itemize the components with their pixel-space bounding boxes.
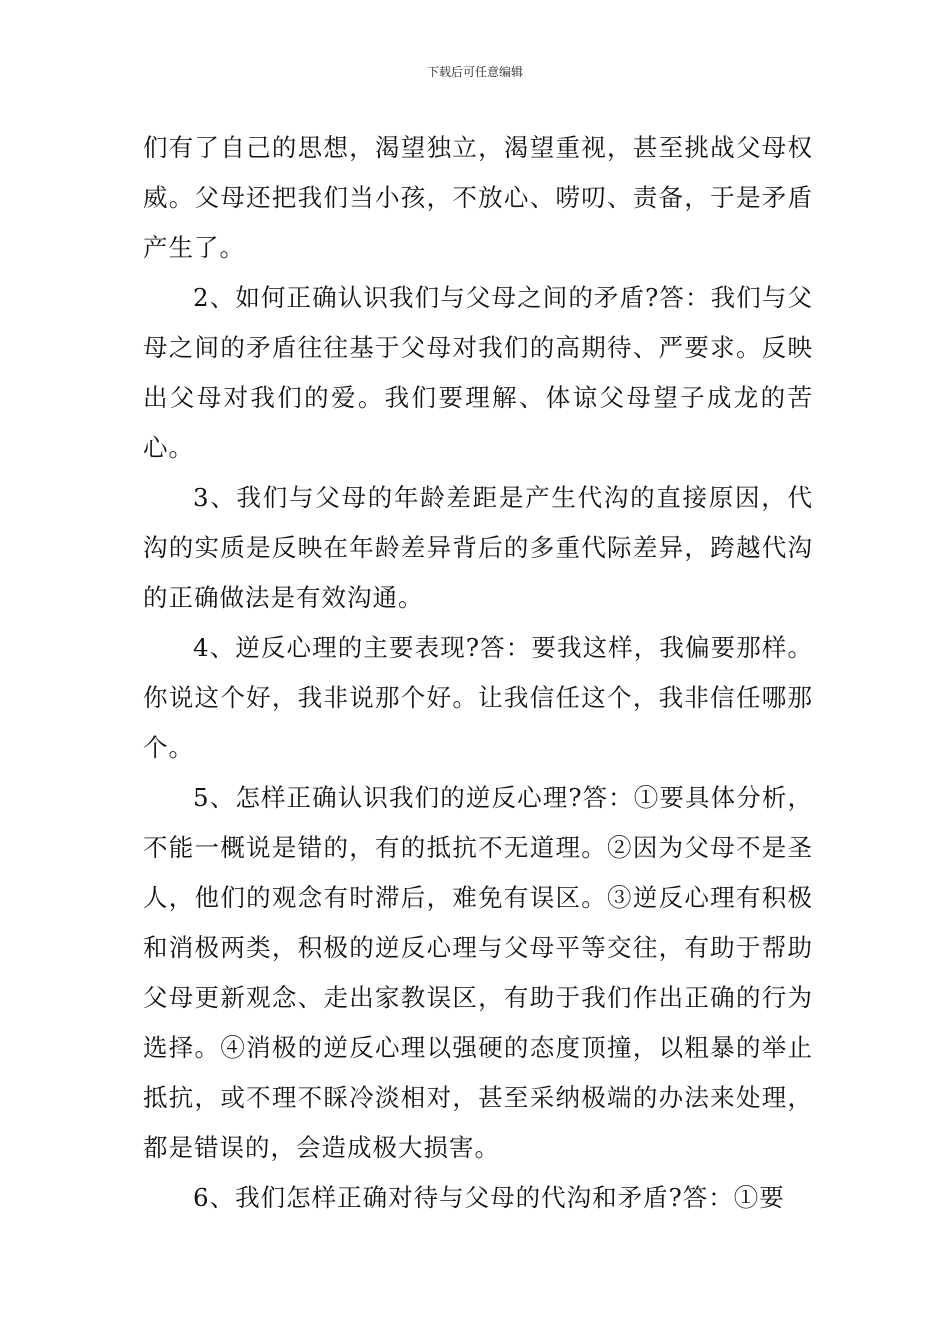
page-header: 下载后可任意编辑	[426, 65, 523, 79]
document-body	[143, 123, 813, 1223]
paragraph-item-6: 6、我们怎样正确对待与父母的代沟和矛盾?答：①要	[193, 1183, 785, 1212]
paragraph-item-4: 4、逆反心理的主要表现?答：要我这样，我偏要那样。你说这个好，我非说那个好。让我信任这个，我非信任哪那个。	[143, 633, 813, 762]
paragraph-item-5: 5、怎样正确认识我们的逆反心理?答：①要具体分析，不能一概说是错的，有的抵抗不无道理。②因为父母不是圣人，他们的观念有时滞后，难免有误区。③逆反心理有积极和消极两类，积极的逆反心理与父母平等交往，有助于帮助父母更新观念、走出家教误区，有助于我们作出正确的行为选择。④消极的逆反心理以强硬的态度顶撞，以粗暴的举止抵抗，或不理不睬冷淡相对，甚至采纳极端的办法来处理，都是错误的，会造成极大损害。	[143, 783, 813, 1162]
paragraph-continuation: 们有了自己的思想，渴望独立，渴望重视，甚至挑战父母权威。父母还把我们当小孩，不放心、唠叨、责备，于是矛盾产生了。	[143, 133, 813, 262]
paragraph-item-3: 3、我们与父母的年龄差距是产生代沟的直接原因，代沟的实质是反映在年龄差异背后的多重代际差异，跨越代沟的正确做法是有效沟通。	[143, 483, 813, 612]
paragraph-item-2: 2、如何正确认识我们与父母之间的矛盾?答：我们与父母之间的矛盾往往基于父母对我们的高期待、严要求。反映出父母对我们的爱。我们要理解、体谅父母望子成龙的苦心。	[143, 283, 813, 462]
